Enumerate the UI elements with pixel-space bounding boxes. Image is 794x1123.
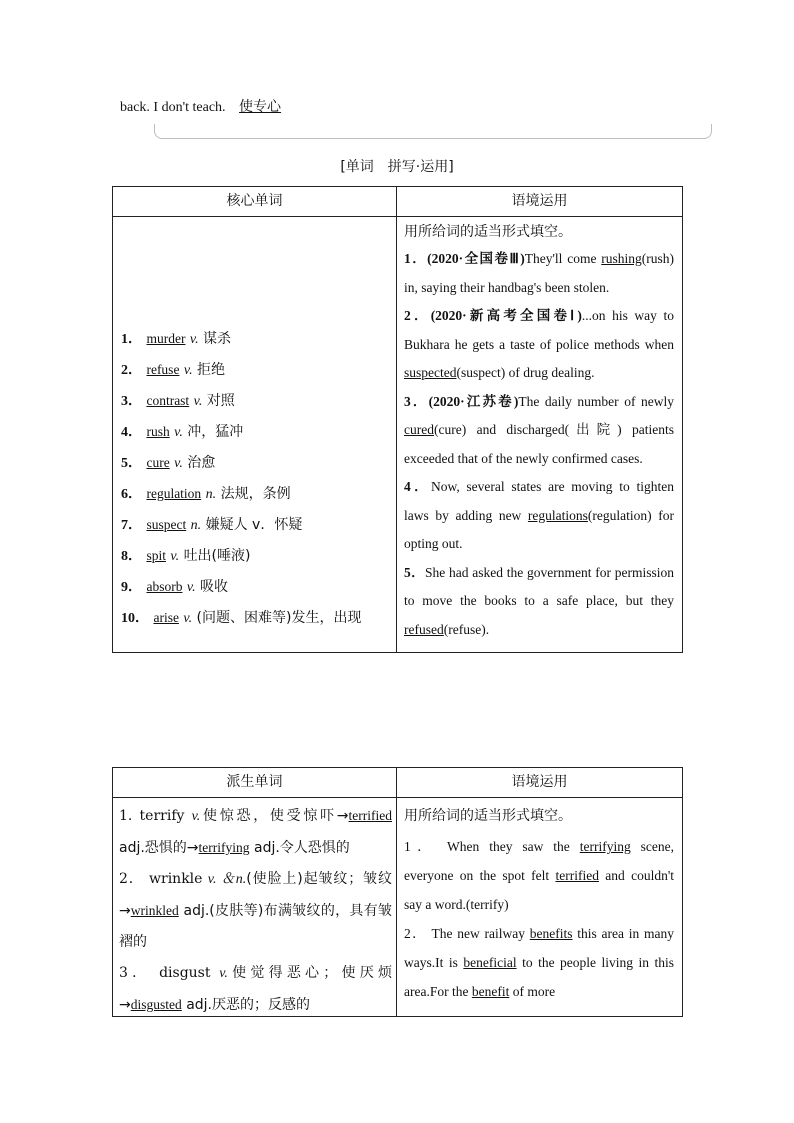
exam-source: (2020·全国卷Ⅲ)	[427, 251, 525, 266]
exercise-item	[404, 919, 674, 1006]
answer-word: contrast	[146, 393, 190, 408]
item-number: 1.	[119, 808, 133, 824]
continued-text-line	[120, 96, 281, 116]
continued-text: back. I don't teach.	[120, 100, 226, 115]
sentence-text: (rush) in, saying their handbag's been stolen.	[404, 251, 675, 295]
derived-words-list	[113, 798, 396, 1016]
answer-word: arise	[153, 610, 179, 625]
exercise-item	[404, 559, 674, 645]
answer-text: 使专心	[239, 99, 282, 115]
meaning: adj.(皮肤等)布满皱纹的，具有皱褶的	[119, 903, 392, 950]
meaning: adj.厌恶的；反感的	[186, 997, 311, 1013]
part-of-speech: v.	[189, 332, 199, 347]
header-derived-words: 派生单词	[113, 768, 397, 798]
exercise-item	[404, 388, 674, 474]
item-number: 1．	[404, 251, 428, 266]
meaning: (使脸上)起皱纹；皱纹→	[119, 871, 393, 919]
sentence-text: scene, everyone on the spot felt	[404, 839, 675, 883]
sentence-text: and couldn't say a word.(terrify)	[404, 868, 675, 912]
answer-word: suspected	[404, 365, 457, 380]
item-number: 2．	[121, 363, 142, 378]
context-exercises-cell	[397, 217, 683, 653]
derived-item	[119, 864, 392, 958]
exam-source: (2020·新高考全国卷Ⅰ)	[430, 308, 582, 323]
base-word: terrify	[139, 808, 185, 824]
item-number: 4．	[121, 425, 142, 440]
exercise-item	[404, 473, 674, 559]
header-core-words: 核心单词	[113, 187, 397, 217]
derived-words-cell	[113, 798, 397, 1017]
meaning: 使觉得恶心；使厌烦→	[119, 965, 392, 1013]
answer-word: terrifying	[579, 839, 631, 854]
meaning: 法规，条例	[220, 486, 291, 502]
item-number: 10．	[121, 611, 149, 626]
item-number: 8．	[121, 549, 142, 564]
answer-word: disgusted	[130, 997, 182, 1012]
part-of-speech: v.	[191, 809, 201, 824]
part-of-speech: n.	[190, 518, 202, 533]
answer-word: absorb	[146, 579, 183, 594]
answer-word: rush	[146, 424, 170, 439]
item-number: 2．	[119, 871, 144, 887]
item-number: 5．	[121, 456, 142, 471]
sentence-text: this area in many ways.It is	[404, 926, 675, 970]
sentence-text: Now, several states are moving to tighten laws by adding new	[404, 479, 674, 523]
vocab-row	[121, 602, 390, 633]
meaning: 谋杀	[203, 331, 232, 347]
sentence-text: of more	[512, 984, 556, 999]
meaning: (问题、困难等)发生，出现	[196, 610, 362, 626]
vocab-row	[121, 354, 390, 385]
derived-item	[119, 800, 392, 864]
sentence-text: She had asked the government for permission to move the books to a safe place, but they	[404, 564, 674, 608]
meaning: 对照	[206, 393, 235, 409]
answer-word: beneficial	[463, 955, 517, 970]
derived-item	[119, 958, 392, 1016]
meaning: adj.令人恐惧的	[253, 840, 350, 856]
instruction: 用所给词的适当形式填空。	[404, 224, 572, 240]
item-number: 5．	[404, 564, 426, 580]
sentence-text: They'll come	[524, 251, 597, 266]
derived-words-table	[112, 767, 683, 1017]
answer-word: spit	[146, 548, 166, 563]
part-of-speech: v.	[219, 966, 228, 981]
item-number: 7．	[121, 518, 142, 533]
item-number: 3．	[404, 393, 429, 409]
context-exercises	[397, 217, 682, 652]
sentence-text: to the people living in this area.For the	[404, 955, 675, 999]
part-of-speech: v. ＆n.	[207, 872, 247, 887]
item-number: 3．	[121, 394, 142, 409]
meaning: 拒绝	[197, 362, 226, 378]
vocab-row	[121, 385, 390, 416]
core-words-list	[113, 217, 396, 633]
answer-word: refused	[404, 621, 444, 637]
exercise-item	[404, 245, 674, 302]
part-of-speech: v.	[174, 425, 183, 440]
vocab-row	[121, 509, 390, 540]
answer-word: cured	[404, 422, 434, 437]
header-context-use-2: 语境运用	[397, 768, 683, 798]
exercise-item	[404, 832, 674, 919]
item-number: 4．	[404, 479, 431, 494]
part-of-speech: v.	[174, 456, 183, 471]
instruction-2: 用所给词的适当形式填空。	[404, 808, 572, 824]
item-number: 1．	[404, 839, 438, 854]
answer-word: refuse	[146, 362, 180, 377]
meaning: adj.恐惧的→	[119, 840, 199, 856]
meaning: 冲，猛冲	[187, 424, 244, 440]
base-word: disgust	[159, 965, 211, 981]
item-number: 6．	[121, 487, 142, 502]
sentence-text: The daily number of newly	[518, 393, 674, 409]
answer-word: murder	[146, 331, 186, 346]
part-of-speech: v.	[170, 549, 180, 564]
vocab-row	[121, 323, 390, 354]
meaning: 吸收	[200, 579, 229, 595]
answer-word: wrinkled	[130, 903, 179, 918]
vocab-row	[121, 571, 390, 602]
exam-source: (2020·江苏卷)	[428, 393, 519, 409]
sentence-text: The new railway	[431, 926, 525, 941]
part-of-speech: v.	[193, 394, 203, 409]
answer-word: cure	[146, 455, 170, 470]
exercise-item	[404, 302, 674, 388]
answer-word: regulations	[527, 507, 588, 523]
meaning: 嫌疑人 v．怀疑	[205, 517, 303, 533]
answer-word: benefit	[471, 984, 510, 999]
answer-word: suspect	[146, 517, 187, 532]
item-number: 2．	[404, 926, 428, 941]
sentence-text: (suspect) of drug dealing.	[456, 365, 595, 380]
section-title: [单词 拼写·运用]	[340, 159, 454, 175]
sentence-text: When they saw the	[447, 839, 570, 854]
answer-word: terrifying	[198, 840, 250, 855]
base-word: wrinkle	[149, 871, 203, 887]
answer-word: regulation	[146, 486, 202, 501]
vocab-row	[121, 478, 390, 509]
meaning: 使惊恐，使受惊吓→	[200, 808, 349, 824]
answer-word: rushing	[601, 251, 642, 266]
section-bracket	[154, 124, 712, 139]
header-context-use: 语境运用	[397, 187, 683, 217]
sentence-text: ...on his way to Bukhara he gets a taste of police methods when	[404, 308, 675, 352]
vocab-row	[121, 540, 390, 571]
part-of-speech: v.	[183, 363, 193, 378]
meaning: 吐出(唾液)	[183, 548, 251, 564]
sentence-text: (regulation) for opting out.	[404, 507, 674, 551]
meaning: 治愈	[187, 455, 216, 471]
sentence-text: (refuse).	[443, 621, 490, 637]
context-exercises-cell-2	[397, 798, 683, 1017]
item-number: 2．	[404, 308, 431, 323]
part-of-speech: v.	[183, 611, 193, 626]
answer-word: terrified	[348, 808, 393, 823]
item-number: 9．	[121, 580, 142, 595]
answer-word: terrified	[555, 868, 599, 883]
sentence-text: (cure) and discharged(出院) patients exceeded that of the newly confirmed cases.	[404, 422, 674, 466]
core-words-table	[112, 186, 683, 653]
vocab-row	[121, 416, 390, 447]
core-words-cell	[113, 217, 397, 653]
item-number: 1．	[121, 332, 142, 347]
context-exercises-2	[397, 798, 682, 1016]
item-number: 3．	[119, 965, 151, 981]
vocab-row	[121, 447, 390, 478]
part-of-speech: n.	[205, 487, 217, 502]
part-of-speech: v.	[186, 580, 196, 595]
answer-word: benefits	[529, 926, 573, 941]
